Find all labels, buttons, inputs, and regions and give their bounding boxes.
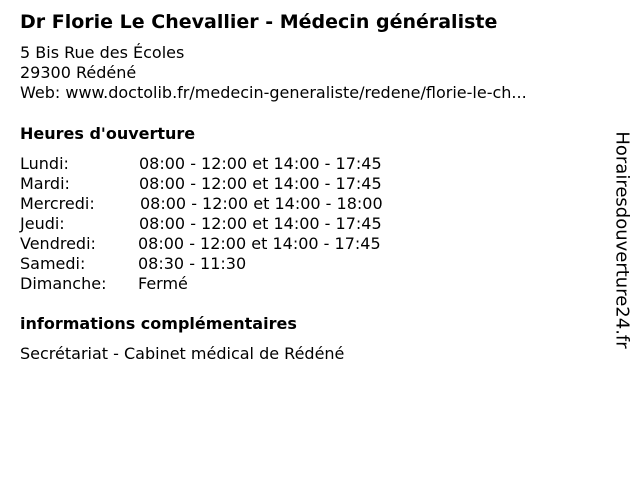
day-label: Mercredi: [20, 194, 95, 213]
day-label: Samedi: [20, 254, 86, 273]
additional-info-heading: informations complémentaires [20, 314, 297, 333]
day-hours: 08:30 - 11:30 [138, 254, 247, 273]
day-hours: Fermé [138, 274, 188, 293]
opening-hours-heading: Heures d'ouverture [20, 124, 196, 143]
day-label: Mardi: [20, 174, 70, 193]
day-hours: 08:00 - 12:00 et 14:00 - 17:45 [139, 154, 382, 173]
site-watermark: Horairesdouverture24.fr [611, 131, 633, 349]
day-label: Jeudi: [20, 214, 65, 233]
additional-info-text: Secrétariat - Cabinet médical de Rédéné [20, 344, 345, 363]
day-hours: 08:00 - 12:00 et 14:00 - 18:00 [140, 194, 383, 213]
address-block [20, 43, 527, 103]
day-hours: 08:00 - 12:00 et 14:00 - 17:45 [139, 214, 382, 233]
website-link[interactable]: Web: www.doctolib.fr/medecin-generaliste/redene/florie-le-ch... [20, 83, 527, 102]
day-label: Lundi: [20, 154, 69, 173]
day-label: Dimanche: [20, 274, 107, 293]
day-hours: 08:00 - 12:00 et 14:00 - 17:45 [138, 234, 381, 253]
page-title: Dr Florie Le Chevallier - Médecin généraliste [20, 11, 498, 33]
address-street: 5 Bis Rue des Écoles [20, 43, 185, 62]
address-city: 29300 Rédéné [20, 63, 137, 82]
day-hours: 08:00 - 12:00 et 14:00 - 17:45 [139, 174, 382, 193]
day-label: Vendredi: [20, 234, 96, 253]
